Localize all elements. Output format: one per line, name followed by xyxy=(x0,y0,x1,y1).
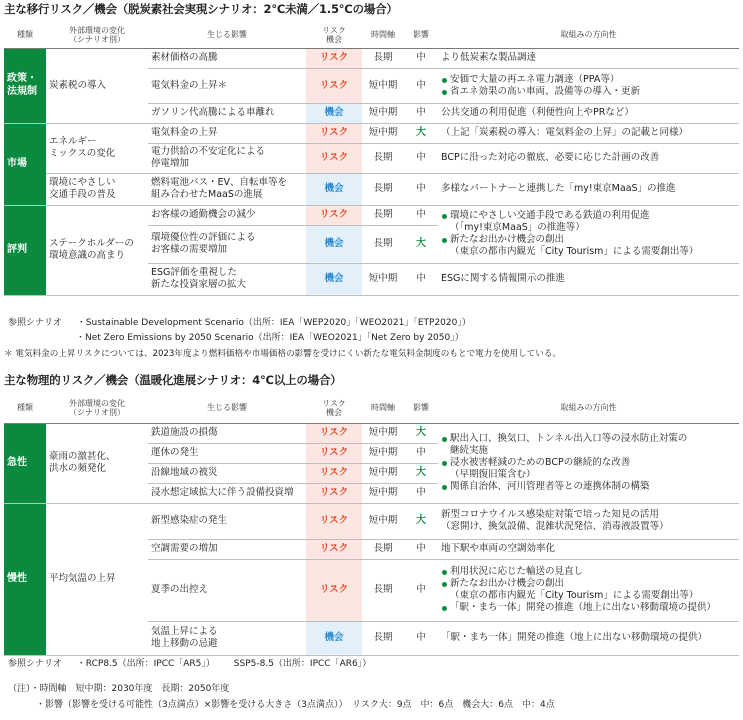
category-market: 市場 xyxy=(4,123,46,205)
header-impact: 生じる影響 xyxy=(148,393,306,423)
action: 多様なパートナーと連携した「my!東京MaaS」の推進 xyxy=(438,173,739,205)
action-bullet: 省エネ効果の高い車両、設備等の導入・更新 xyxy=(441,86,736,98)
action-bullet-cont: （早期復旧策含む） xyxy=(450,468,536,480)
type-badge: 機会 xyxy=(306,103,362,123)
action-bullet-cont: （東京の都市内観光「City Tourism」による需要創出等） xyxy=(450,245,699,257)
impact: 新型感染症の発生 xyxy=(148,503,306,539)
magnitude: 中 xyxy=(404,263,438,295)
impact: ESG評価を重視した 新たな投資家層の拡大 xyxy=(148,263,306,295)
magnitude: 中 xyxy=(404,48,438,68)
action-bullet: 新たなお出かけ機会の創出 xyxy=(441,578,736,590)
action-bullet: 浸水被害軽減のためのBCPの継続的な改善 xyxy=(441,457,736,469)
change-energy-mix: エネルギー ミックスの変化 xyxy=(46,123,148,173)
magnitude: 中 xyxy=(404,68,438,103)
impact: 電気料金の上昇＊ xyxy=(148,68,306,103)
horizon: 長期 xyxy=(362,559,404,621)
transition-title: 主な移行リスク／機会（脱炭素社会実現シナリオ：2℃未満／1.5℃の場合） xyxy=(4,2,398,16)
header-category: 種類 xyxy=(4,393,46,423)
action-bullet-cont: 継続実施 xyxy=(450,445,489,457)
header-impact: 生じる影響 xyxy=(148,22,306,48)
impact: 燃料電池バス・EV、自転車等を 組み合わせたMaaSの進展 xyxy=(148,173,306,205)
magnitude: 大 xyxy=(404,123,438,143)
impact: 電力供給の不安定化による 停電増加 xyxy=(148,143,306,173)
magnitude: 大 xyxy=(404,463,438,483)
action-bullet: 利用状況に応じた輸送の見直し xyxy=(441,566,736,578)
magnitude: 大 xyxy=(404,503,438,539)
horizon: 短中期 xyxy=(362,443,404,463)
header-category: 種類 xyxy=(4,22,46,48)
type-badge: リスク xyxy=(306,483,362,503)
category-policy: 政策・ 法規制 xyxy=(4,48,46,123)
category-acute: 急性 xyxy=(4,423,46,503)
type-badge: リスク xyxy=(306,68,362,103)
type-badge: 機会 xyxy=(306,263,362,295)
reference-item: SSP5-8.5（出所：IPCC「AR6」） xyxy=(233,659,372,669)
action-bullet: 環境にやさしい交通手段である鉄道の利用促進 xyxy=(441,210,736,222)
header-magnitude: 影響 xyxy=(404,393,438,423)
table-row xyxy=(4,123,739,143)
magnitude: 中 xyxy=(404,621,438,655)
impact: 鉄道施設の損傷 xyxy=(148,423,306,443)
type-badge: リスク xyxy=(306,143,362,173)
horizon: 長期 xyxy=(362,48,404,68)
impact: 気温上昇による 地上移動の忌避 xyxy=(148,621,306,655)
change-heavy-rain: 豪雨の激甚化、 洪水の頻発化 xyxy=(46,423,148,503)
type-badge: リスク xyxy=(306,48,362,68)
action-bullet-cont: （「my!東京MaaS」の推進等） xyxy=(450,222,585,234)
table-row xyxy=(4,173,739,205)
magnitude: 中 xyxy=(404,539,438,559)
action-bullet: 新たなお出かけ機会の創出 xyxy=(441,234,736,246)
table-row xyxy=(4,503,739,539)
header-magnitude: 影響 xyxy=(404,22,438,48)
horizon: 短中期 xyxy=(362,483,404,503)
action: ESGに関する情報開示の推進 xyxy=(438,263,739,295)
reference-scenarios xyxy=(8,659,371,670)
magnitude: 中 xyxy=(404,103,438,123)
type-badge: リスク xyxy=(306,503,362,539)
impact: お客様の通勤機会の減少 xyxy=(148,205,306,225)
horizon: 長期 xyxy=(362,205,404,225)
impact: 夏季の出控え xyxy=(148,559,306,621)
type-badge: 機会 xyxy=(306,621,362,655)
note-magnitude: ・影響（影響を受ける可能性（3点満点）×影響を受ける大きさ（3点満点）） リスク大：9点 中：6点 機会大：6点 中：4点 xyxy=(36,700,555,710)
horizon: 長期 xyxy=(362,225,404,263)
horizon: 短中期 xyxy=(362,103,404,123)
action xyxy=(438,559,739,621)
impact: 運休の発生 xyxy=(148,443,306,463)
action-bullet: 安価で大量の再エネ電力調達（PPA等） xyxy=(441,74,736,86)
type-badge: リスク xyxy=(306,123,362,143)
action: より低炭素な製品調達 xyxy=(438,48,739,68)
magnitude: 中 xyxy=(404,483,438,503)
header-type: リスク 機会 xyxy=(306,393,362,423)
type-badge: リスク xyxy=(306,443,362,463)
action: 「駅・まち一体」開発の推進（地上に出ない移動環境の提供） xyxy=(438,621,739,655)
reference-item: ・Net Zero Emissions by 2050 Scenario（出所：IEA「WEO2021」「Net Zero by 2050」） xyxy=(76,333,464,343)
category-reputation: 評判 xyxy=(4,205,46,295)
horizon: 短中期 xyxy=(362,123,404,143)
table-row xyxy=(4,48,739,68)
action-bullet: 駅出入口、換気口、トンネル出入口等の浸水防止対策の xyxy=(441,433,736,445)
type-badge: リスク xyxy=(306,539,362,559)
action: BCPに沿った対応の徹底、必要に応じた計画の改善 xyxy=(438,143,739,173)
action: 地下駅や車両の空調効率化 xyxy=(438,539,739,559)
reference-label: 参照シナリオ xyxy=(8,659,62,669)
header-horizon: 時間軸 xyxy=(362,393,404,423)
change-temperature-rise: 平均気温の上昇 xyxy=(46,503,148,655)
magnitude: 中 xyxy=(404,143,438,173)
footnote: ＊ 電気料金の上昇リスクについては、2023年度より燃料価格や市場価格の影響を受けにくい新たな電気料金制度のもとで電力を使用している。 xyxy=(4,349,562,359)
action: 公共交通の利用促進（利便性向上やPRなど） xyxy=(438,103,739,123)
type-badge: リスク xyxy=(306,559,362,621)
impact: 電気料金の上昇 xyxy=(148,123,306,143)
magnitude: 大 xyxy=(404,225,438,263)
magnitude: 中 xyxy=(404,173,438,205)
horizon: 長期 xyxy=(362,173,404,205)
horizon: 短中期 xyxy=(362,68,404,103)
action: （上記「炭素税の導入：電気料金の上昇」の記載と同様） xyxy=(438,123,739,143)
transition-risk-table xyxy=(4,22,739,296)
type-badge: リスク xyxy=(306,423,362,443)
change-green-mobility: 環境にやさしい 交通手段の普及 xyxy=(46,173,148,205)
impact: 素材価格の高騰 xyxy=(148,48,306,68)
reference-scenarios xyxy=(8,318,471,329)
header-change: 外部環境の変化 （シナリオ別） xyxy=(46,22,148,48)
action xyxy=(438,68,739,103)
header-action: 取組みの方向性 xyxy=(438,393,739,423)
magnitude: 大 xyxy=(404,423,438,443)
action-bullet: 関係自治体、河川管理者等との連携体制の構築 xyxy=(441,481,736,493)
magnitude: 中 xyxy=(404,443,438,463)
type-badge: 機会 xyxy=(306,225,362,263)
physical-risk-table xyxy=(4,393,739,656)
type-badge: 機会 xyxy=(306,173,362,205)
header-horizon: 時間軸 xyxy=(362,22,404,48)
header-change: 外部環境の変化 （シナリオ別） xyxy=(46,393,148,423)
horizon: 短中期 xyxy=(362,463,404,483)
magnitude: 中 xyxy=(404,559,438,621)
horizon: 短中期 xyxy=(362,503,404,539)
header-row xyxy=(4,393,739,423)
action: 新型コロナウイルス感染症対策で培った知見の活用 （窓開け、換気設備、混雑状況発信、消毒液設置等） xyxy=(438,503,739,539)
type-badge: リスク xyxy=(306,205,362,225)
table-row xyxy=(4,205,739,225)
impact: 沿線地域の被災 xyxy=(148,463,306,483)
change-stakeholder: ステークホルダーの 環境意識の高まり xyxy=(46,205,148,295)
impact: 空調需要の増加 xyxy=(148,539,306,559)
action-bullet-cont: （東京の都市内観光「City Tourism」による需要創出等） xyxy=(450,590,699,601)
horizon: 長期 xyxy=(362,621,404,655)
horizon: 短中期 xyxy=(362,263,404,295)
action-bullet: 「駅・まち一体」開発の推進（地上に出ない移動環境の提供） xyxy=(441,602,736,614)
category-chronic: 慢性 xyxy=(4,503,46,655)
magnitude: 中 xyxy=(404,205,438,225)
horizon: 短中期 xyxy=(362,423,404,443)
horizon: 長期 xyxy=(362,143,404,173)
header-action: 取組みの方向性 xyxy=(438,22,739,48)
physical-title: 主な物理的リスク／機会（温暖化進展シナリオ：4℃以上の場合） xyxy=(4,373,342,387)
impact: 浸水想定域拡大に伴う設備投資増 xyxy=(148,483,306,503)
impact: 環境優位性の評価による お客様の需要増加 xyxy=(148,225,306,263)
type-badge: リスク xyxy=(306,463,362,483)
change-carbon-tax: 炭素税の導入 xyxy=(46,48,148,123)
note-horizon: （注）・時間軸 短中期：2030年度 長期：2050年度 xyxy=(8,684,230,694)
action xyxy=(438,423,739,503)
horizon: 長期 xyxy=(362,539,404,559)
action xyxy=(438,205,739,263)
impact: ガソリン代高騰による車離れ xyxy=(148,103,306,123)
header-row xyxy=(4,22,739,48)
reference-item: ・Sustainable Development Scenario（出所：IEA「WEP2020」「WEO2021」「ETP2020」） xyxy=(76,318,471,328)
table-row xyxy=(4,423,739,443)
header-type: リスク 機会 xyxy=(306,22,362,48)
reference-item: ・RCP8.5（出所：IPCC「AR5」） xyxy=(76,659,215,669)
reference-label: 参照シナリオ xyxy=(8,318,62,328)
